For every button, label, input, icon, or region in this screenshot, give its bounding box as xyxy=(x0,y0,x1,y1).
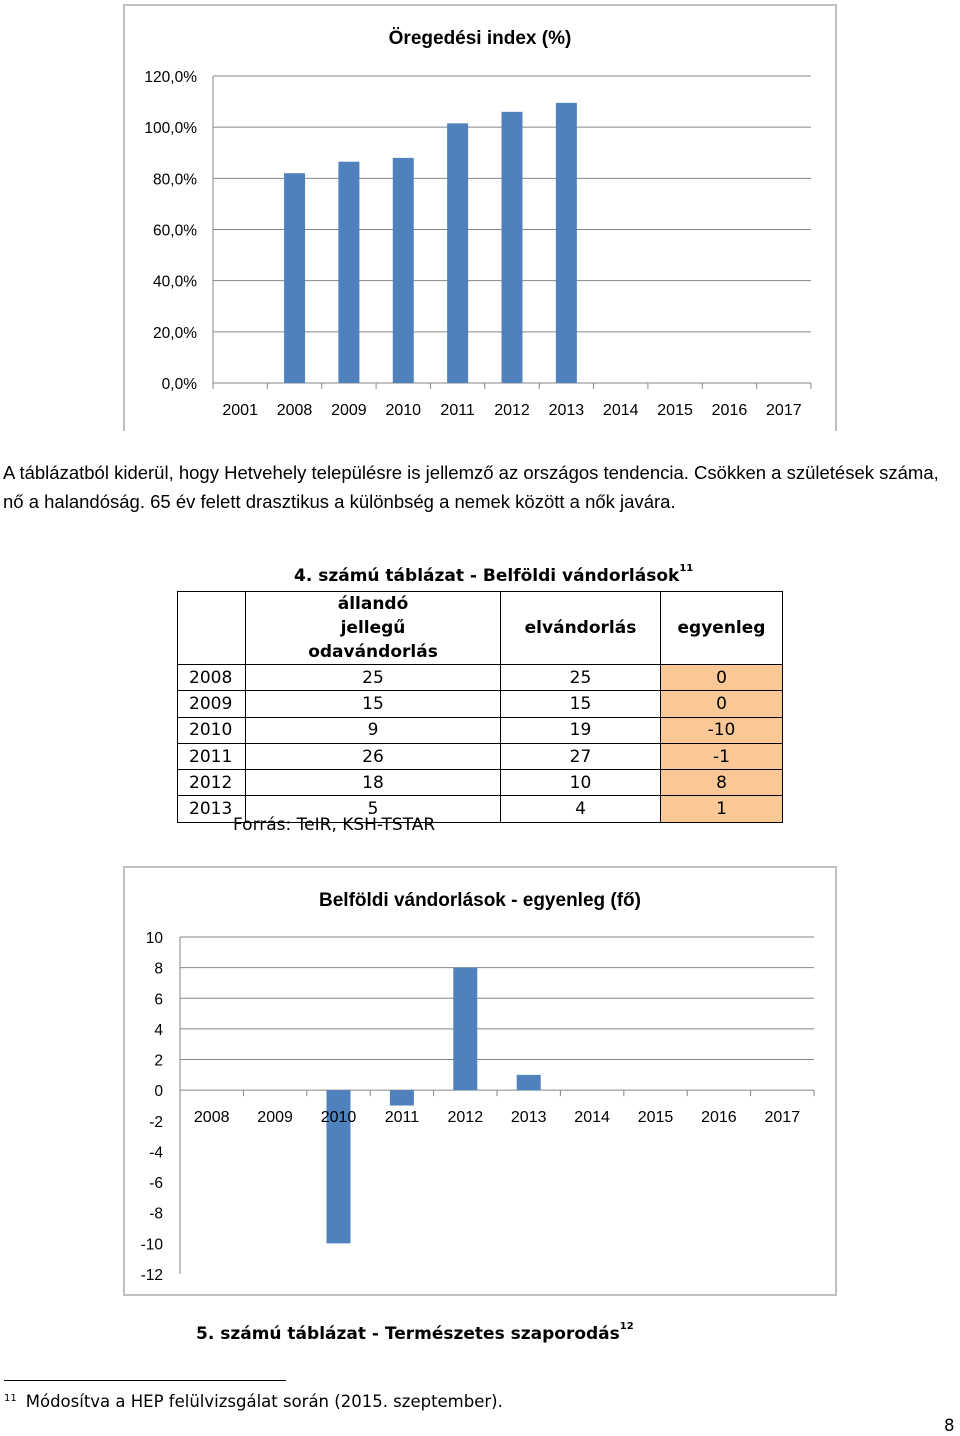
row-balance: 0 xyxy=(661,665,783,691)
x-tick-label: 2012 xyxy=(447,1109,484,1127)
x-tick-label: 2014 xyxy=(574,1109,610,1127)
row-balance: 1 xyxy=(661,796,783,822)
x-tick-label: 2008 xyxy=(193,1109,230,1127)
row-balance: -1 xyxy=(661,743,783,769)
x-tick-label: 2013 xyxy=(510,1109,547,1127)
y-tick-label: 10 xyxy=(145,930,163,947)
row-in: 9 xyxy=(246,717,501,743)
footnote xyxy=(4,1392,503,1411)
x-tick-label: 2012 xyxy=(494,402,530,419)
x-tick-label: 2017 xyxy=(766,402,802,419)
y-tick-label: 8 xyxy=(154,960,163,978)
header-balance: egyenleg xyxy=(661,592,783,665)
x-tick-label: 2015 xyxy=(637,1109,674,1127)
row-in: 18 xyxy=(246,770,501,796)
aging-index-chart-svg xyxy=(125,6,835,431)
row-year: 2008 xyxy=(178,665,246,691)
table4-caption xyxy=(294,563,694,586)
x-tick-label: 2014 xyxy=(602,402,639,419)
table5-caption-text: 5. számú táblázat - Természetes szaporodás xyxy=(196,1324,620,1344)
bar xyxy=(338,162,359,383)
x-tick-label: 2001 xyxy=(222,402,258,419)
aging-index-chart xyxy=(123,4,837,431)
body-paragraph: A táblázatból kiderül, hogy Hetvehely településre is jellemző az országos tendencia. Csökken a születések száma, nő a halandóság. 65 év felett drasztikus a különbség a nemek között a nők javára. xyxy=(3,462,939,512)
x-tick-label: 2013 xyxy=(548,402,585,419)
x-tick-label: 2016 xyxy=(701,1109,737,1127)
y-tick-label: 80,0% xyxy=(153,171,197,189)
footnote-divider xyxy=(4,1380,286,1381)
bar xyxy=(447,123,468,383)
x-tick-label: 2010 xyxy=(320,1109,357,1127)
y-tick-label: 20,0% xyxy=(153,324,197,342)
row-in: 25 xyxy=(246,665,501,691)
row-balance: -10 xyxy=(661,717,783,743)
x-tick-label: 2011 xyxy=(440,402,475,419)
bar xyxy=(556,103,577,383)
x-tick-label: 2009 xyxy=(257,1109,293,1127)
page-number: 8 xyxy=(944,1416,955,1435)
row-year: 2012 xyxy=(178,770,246,796)
y-tick-label: 6 xyxy=(154,991,163,1009)
x-tick-label: 2010 xyxy=(385,402,422,419)
table4-caption-text: 4. számú táblázat - Belföldi vándorlások xyxy=(294,566,680,586)
chart-title: Öregedési index (%) xyxy=(388,28,572,49)
table-row xyxy=(178,665,783,691)
x-tick-label: 2017 xyxy=(764,1109,801,1127)
row-in: 26 xyxy=(246,743,501,769)
x-tick-label: 2015 xyxy=(657,402,693,419)
table-row xyxy=(178,770,783,796)
table-header-row xyxy=(178,592,783,665)
y-tick-label: -4 xyxy=(149,1144,163,1162)
y-tick-label: 40,0% xyxy=(153,273,197,291)
row-year: 2013 xyxy=(178,796,246,822)
migration-balance-chart xyxy=(123,866,837,1296)
x-tick-label: 2008 xyxy=(276,402,313,419)
row-year: 2011 xyxy=(178,743,246,769)
table-row xyxy=(178,691,783,717)
table4-footnote-ref: 11 xyxy=(679,563,694,575)
table-row xyxy=(178,743,783,769)
header-out-migration: elvándorlás xyxy=(501,592,661,665)
row-year: 2010 xyxy=(178,717,246,743)
row-out: 10 xyxy=(501,770,661,796)
y-tick-label: 60,0% xyxy=(153,222,197,240)
bar xyxy=(517,1075,541,1090)
row-out: 15 xyxy=(501,691,661,717)
y-tick-label: 120,0% xyxy=(144,69,197,86)
bar xyxy=(453,968,477,1091)
row-year: 2009 xyxy=(178,691,246,717)
y-tick-label: 0,0% xyxy=(161,376,197,393)
bar xyxy=(393,158,414,383)
header-in-migration: állandó jellegű odavándorlás xyxy=(246,592,501,665)
row-out: 19 xyxy=(501,717,661,743)
row-in: 15 xyxy=(246,691,501,717)
y-tick-label: -2 xyxy=(149,1113,163,1131)
y-tick-label: 4 xyxy=(154,1021,163,1039)
migration-table xyxy=(177,591,783,823)
footnote-text: Módosítva a HEP felülvizsgálat során (2015. szeptember). xyxy=(25,1392,503,1411)
x-tick-label: 2011 xyxy=(384,1109,420,1127)
x-tick-label: 2016 xyxy=(711,402,748,419)
table-row xyxy=(178,717,783,743)
y-tick-label: -6 xyxy=(149,1175,163,1193)
footnote-number: 11 xyxy=(4,1392,17,1404)
row-in: 5 xyxy=(246,796,501,822)
y-tick-label: 0 xyxy=(154,1083,163,1101)
y-tick-label: -10 xyxy=(140,1236,163,1254)
row-out: 25 xyxy=(501,665,661,691)
y-tick-label: 2 xyxy=(154,1052,163,1070)
row-balance: 8 xyxy=(661,770,783,796)
table-source: Forrás: TeIR, KSH-TSTAR xyxy=(233,815,436,835)
bar xyxy=(390,1090,414,1105)
bar xyxy=(502,112,523,383)
y-tick-label: -12 xyxy=(140,1267,163,1284)
migration-balance-chart-svg xyxy=(125,868,835,1294)
y-tick-label: 100,0% xyxy=(144,120,197,138)
header-empty-cell xyxy=(178,592,246,665)
x-tick-label: 2009 xyxy=(331,402,367,419)
row-out: 27 xyxy=(501,743,661,769)
table5-caption xyxy=(196,1321,634,1344)
row-balance: 0 xyxy=(661,691,783,717)
chart-title: Belföldi vándorlások - egyenleg (fő) xyxy=(319,890,641,911)
row-out: 4 xyxy=(501,796,661,822)
table5-footnote-ref: 12 xyxy=(619,1321,634,1333)
y-tick-label: -8 xyxy=(149,1205,163,1223)
bar xyxy=(284,173,305,383)
